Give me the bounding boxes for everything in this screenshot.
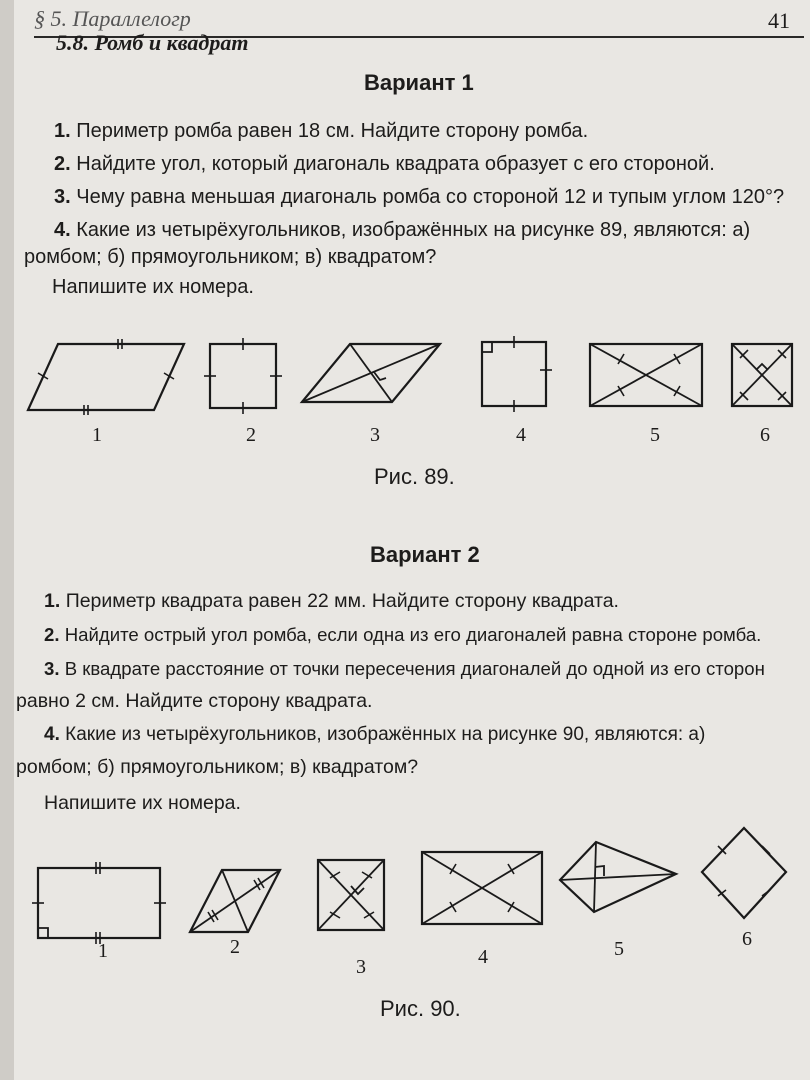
figure-90: [14, 820, 810, 950]
fig90-label-1: 1: [98, 940, 108, 962]
v2-task-1: [44, 590, 619, 613]
task-text: В квадрате расстояние от точки пересечения диагоналей до одной из его сторон: [64, 658, 765, 679]
task-number: 2.: [44, 624, 60, 645]
variant-1-title: Вариант 1: [364, 70, 474, 95]
v1-task-4-line-2: ромбом; б) прямоугольником; в) квадратом?: [24, 246, 437, 268]
task-number: 4.: [54, 219, 71, 241]
fig89-label-2: 2: [246, 424, 256, 446]
fig89-label-1: 1: [92, 424, 102, 446]
task-number: 1.: [44, 590, 61, 612]
variant-2-title: Вариант 2: [370, 542, 480, 567]
fig89-label-3: 3: [370, 424, 380, 446]
fig90-shape-6: [702, 828, 786, 918]
v2-task-4-line-3: Напишите их номера.: [44, 792, 241, 814]
task-number: 3.: [44, 658, 60, 679]
fig90-label-4: 4: [478, 946, 488, 968]
fig89-label-4: 4: [516, 424, 526, 446]
fig89-caption: Рис. 89.: [374, 464, 455, 489]
fig90-caption: Рис. 90.: [380, 996, 461, 1021]
task-number: 4.: [44, 724, 60, 745]
textbook-page: [14, 0, 810, 1080]
fig90-shape-2: [190, 870, 280, 932]
task-text: Найдите угол, который диагональ квадрата образует с его стороной.: [76, 153, 715, 175]
section-title: 5.8. Ромб и квадрат: [56, 30, 249, 55]
fig90-label-2: 2: [230, 936, 240, 958]
fig90-shape-1: [32, 862, 166, 944]
v2-task-2: [44, 624, 761, 646]
fig89-shape-6: [732, 344, 792, 406]
v1-task-3: [54, 186, 784, 209]
fig90-label-3: 3: [356, 956, 366, 978]
fig90-label-5: 5: [614, 938, 624, 960]
fig89-shape-5: [590, 344, 702, 406]
v1-task-4-line-3: Напишите их номера.: [52, 276, 254, 298]
fig90-shape-3: [318, 860, 384, 930]
task-text: Периметр ромба равен 18 см. Найдите сторону ромба.: [76, 120, 589, 142]
task-text: Какие из четырёхугольников, изображённых на рисунке 89, являются: а): [76, 219, 751, 241]
task-number: 1.: [54, 120, 71, 142]
fig89-shape-3: [302, 344, 440, 402]
task-number: 3.: [54, 186, 71, 208]
v2-task-4-line-2: ромбом; б) прямоугольником; в) квадратом?: [16, 756, 419, 778]
task-text: Какие из четырёхугольников, изображённых на рисунке 90, являются: а): [65, 724, 706, 745]
task-text: Найдите острый угол ромба, если одна из его диагоналей равна стороне ромба.: [64, 624, 762, 645]
task-text: Периметр квадрата равен 22 мм. Найдите сторону квадрата.: [65, 590, 619, 612]
fig90-shape-5: [560, 842, 676, 912]
fig90-label-6: 6: [742, 928, 752, 950]
fig89-label-5: 5: [650, 424, 660, 446]
v2-task-4-line-1: [44, 724, 705, 746]
v2-task-3-line-1: [44, 658, 765, 680]
fig89-shape-2: [204, 338, 282, 414]
v1-task-2: [54, 153, 715, 176]
fig89-label-6: 6: [760, 424, 770, 446]
figure-89: [14, 330, 810, 440]
fig89-shape-1: [28, 339, 184, 415]
fig89-shape-4: [482, 336, 552, 412]
page-number: 41: [768, 8, 790, 33]
task-text: Чему равна меньшая диагональ ромба со стороной 12 и тупым углом 120°?: [76, 186, 785, 208]
fig90-shape-4: [422, 852, 542, 924]
running-head: § 5. Параллелогр: [34, 6, 191, 31]
v2-task-3-line-2: равно 2 см. Найдите сторону квадрата.: [16, 690, 373, 712]
v1-task-4-line-1: [54, 219, 774, 242]
v1-task-1: [54, 120, 588, 143]
adjacent-page-edge: [0, 0, 14, 1080]
task-number: 2.: [54, 153, 71, 175]
